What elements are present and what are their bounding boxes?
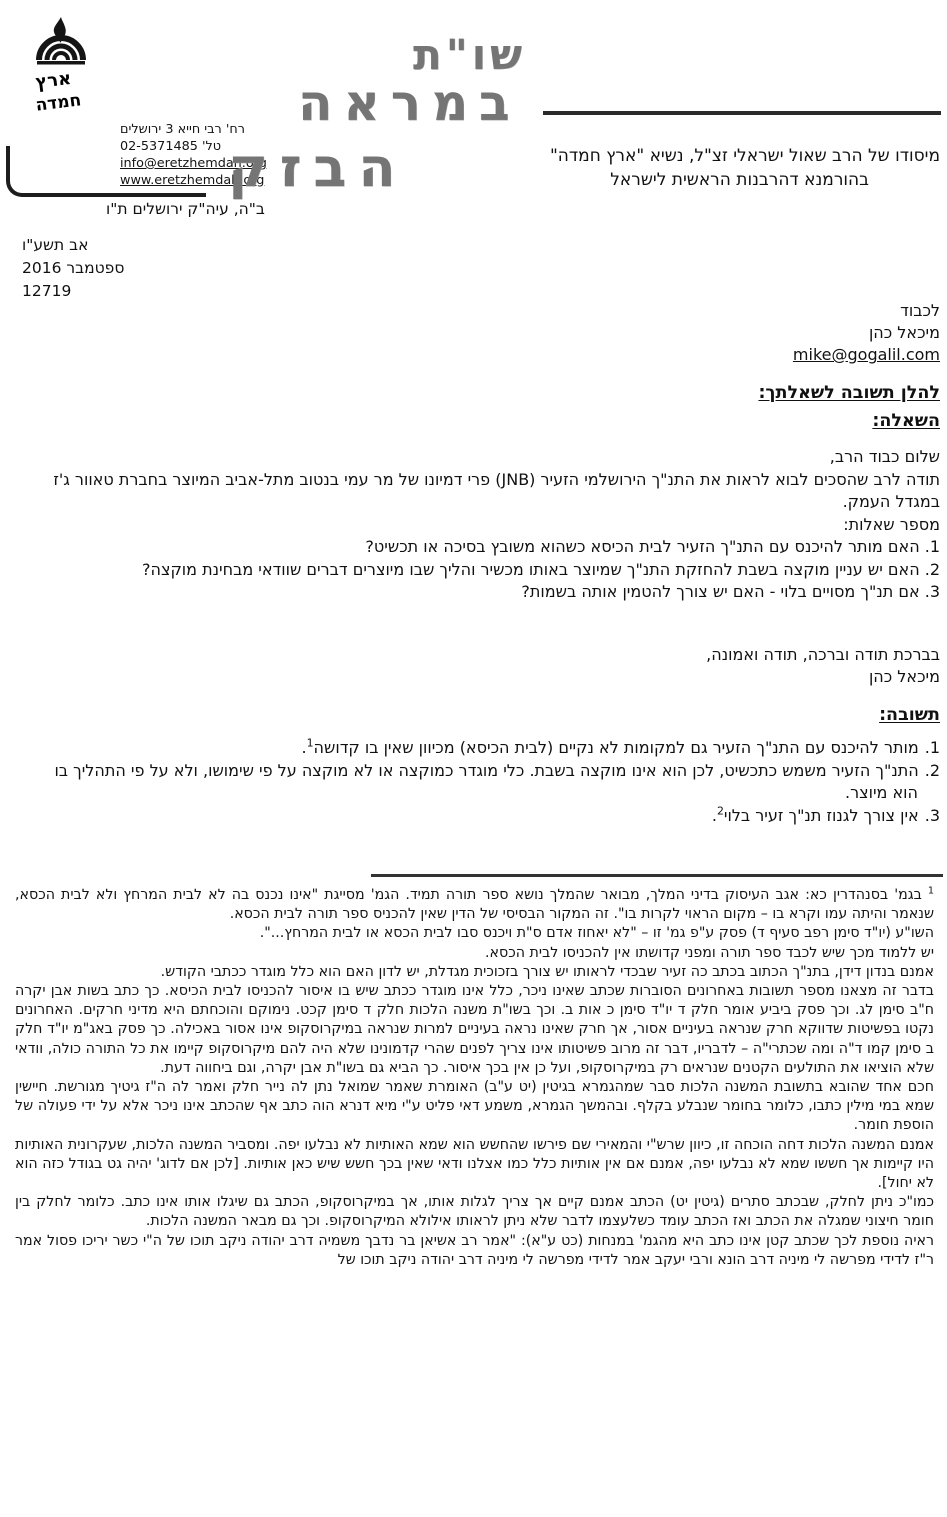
logo-word-eretz: ארץ: [34, 67, 73, 94]
addressee-name: מיכאל כהן: [868, 323, 940, 342]
masthead-title-habazak: הבזק: [228, 136, 408, 199]
question-heading: השאלה:: [872, 411, 940, 431]
question-list-intro: מספר שאלות:: [843, 514, 940, 534]
footnote-paragraph: אמנם בנדון דידן, בתנ"ך הכתוב בכתב כה זעיר שבכדי לראותו יש צורך בזכוכית מגדלת, יש לדון האם הוא כלל מוגדר ככתבי הקודש.: [160, 963, 934, 980]
question-closing-block: [706, 644, 940, 688]
reference-number: 12719: [22, 282, 72, 300]
question-item: 3. אם תנ"ך מסויים בלוי - האם יש צורך להטמין אותה בשמות?: [521, 582, 940, 601]
masthead-title-shut: שו"ת: [413, 30, 526, 79]
addressee-block: [793, 300, 940, 366]
footnotes-block: [15, 886, 934, 1270]
question-greeting: שלום כבוד הרב,: [829, 447, 940, 466]
addressee-to: לכבוד: [900, 301, 940, 320]
answer-item: [33, 760, 940, 805]
footnote-marker: 1: [927, 885, 934, 897]
question-signature: מיכאל כהן: [868, 667, 940, 686]
masthead-rule: [543, 111, 941, 115]
masthead-subtitle-line2: בהורמנא דהרבנות הראשית לישראל: [610, 170, 869, 190]
footnote-paragraph: אמנם המשנה הלכות דחה הוכחה זו, כיוון שרש"י והמאירי שם פירשו שהחשש הוא שמא האותיות לא נבלעו יפה. ומסביר המשנה הלכות, שעקרונית האותיות היו קיימות אך חששו שמא לא נבלעו יפה, אמנם אם אין אותיות כלל כמו אצלנו ודאי שאין בכך חשש שיש כאן אותיות. [לכן אם לדוג' יהיה גט בגודל כזה הוא לא יחול].: [15, 1136, 934, 1192]
date-block: [22, 234, 124, 303]
masthead-subtitle-line1: מיסודו של הרב שאול ישראלי זצ"ל, נשיא "ארץ חמדה": [549, 146, 940, 166]
bsd-line: ב"ה, עיה"ק ירושלים ת"ו: [106, 200, 265, 218]
contact-bracket-rule: [6, 146, 206, 197]
address-line: רח' רבי חייא 3 ירושלים: [120, 122, 245, 137]
footnote-paragraph: כמו"כ ניתן לחלק, שבכתב סתרים (גיטין יט) הכתב אמנם קיים אך צריך לגלות אותו, אך במיקרוסקופ, הכתב גם שיגלו אותו אינו כתב. כלומר לחלק בין חומר חיצוני שמגלה את הכתב ואז הכתב עומד כשלעצמו לדבר שלא ניתן לראותו אילולא המיקרוסקופ. וכך גם מבאר המשנה הלכות.: [15, 1194, 934, 1230]
question-item: 2. האם יש עניין מוקצה בשבת להחזקת התנ"ך שמיוצר באותו מכשיר והליך שבו מיוצרים דברים שוודאי מבחינת מוקצה?: [142, 559, 940, 579]
footnote-paragraph: ראיה נוספת לכך שכתב קטן אינו כתב היא מהגמ' במנחות (כט ע"א): "אמר רב אשיאן בר נדבך משמיה דרב יהודה ניקב תוכו של ה"י כשר יריכו פסול אמר ר"ז לדידי מפרשה לי מיניה דרב הונא ורבי יעקב אמר לדידי מפרשה לי מיניה דרב יהודה ניקב תוכו של: [15, 1232, 934, 1268]
footnote-paragraph: יש ללמוד מכך שיש לכבד ספר תורה ומפני קדושתו אין להכניסו לבית הכסא.: [485, 944, 934, 961]
website-link[interactable]: www.eretzhemdah.org: [120, 173, 265, 188]
addressee-email-link[interactable]: mike@gogalil.com: [792, 345, 940, 364]
eretz-hemdah-logo: [24, 16, 98, 116]
gregorian-date: ספטמבר 2016: [22, 259, 125, 277]
answer-item-number: 1.: [924, 738, 940, 757]
answer-item-text: אין צורך לגנוז תנ"ך זעיר בלוי: [723, 805, 919, 825]
question-item: 1. האם מותר להיכנס עם התנ"ך הזעיר לבית הכיסא כשהוא משובץ בסיכה או תכשיט?: [365, 537, 940, 556]
answer-item: [33, 737, 940, 760]
logo-word-hemdah: חמדה: [34, 90, 83, 116]
question-body: [33, 446, 940, 604]
footnote-paragraph: השו"ע (יו"ד סימן רפב סעיף ד) פסק ע"פ גמ' זו – "לא יאחוז אדם ס"ת ויכנס סבו לבית הכסא או לבית המרחץ...".: [259, 925, 934, 942]
answer-item-number: 3.: [924, 805, 940, 825]
footnote-paragraph: [15, 886, 934, 924]
hebrew-date: אב תשע"ו: [22, 236, 89, 254]
masthead-title-bemareh: במראה: [298, 74, 521, 132]
question-intro: תודה לרב שהסכים לבוא לראות את התנ"ך הירושלמי הזעיר (JNB) פרי דמיונו של מר עמי בנטוב מתל-אביב המיוצר בחברת טאוור ג'ז במגדל העמק.: [53, 469, 940, 511]
answer-item-number: 2.: [924, 760, 940, 780]
footnote-ref: 2: [716, 804, 724, 818]
footnote-paragraph: חכם אחד שהובא בתשובת המשנה הלכות סבר שמהגמרא בגיטין (יט ע"ב) האומרת שאמר שמואל נתן לה נייר חלק ואמר לה ה"ז גיטיך מגורשת. חיישין שמא במי מילין כתבו, כלומר בחומר שנבלע בקלף. ובהמשך הגמרא, משמע דאי פליט ע"י מיא דנרא הוה כתב אף שהכתב אינו ניכר אלא על ידי פעולה של הוספת חומר.: [15, 1079, 934, 1134]
answer-item-text: מותר להיכנס עם התנ"ך הזעיר גם למקומות לא נקיים (לבית הכיסא) מכיוון שאין בו קדושה: [313, 738, 919, 757]
answer-heading: תשובה:: [879, 705, 940, 725]
question-closing: בברכת תודה וברכה, תודה ואמונה,: [706, 645, 940, 664]
answer-item: [33, 805, 940, 828]
intro-heading: להלן תשובה לשאלתך:: [758, 383, 940, 403]
eretz-hemdah-logo-graphic: [24, 16, 98, 116]
email-link[interactable]: info@eretzhemdah.org: [120, 156, 267, 171]
phone-line: טל' 02-5371485: [120, 139, 222, 154]
answer-body: [33, 737, 940, 827]
answer-item-suffix: .: [711, 805, 717, 825]
footnote-text: בגמ' בסנהדרין כא: אגב העיסוק בדיני המלך, מבואר שהמלך נושא ספר תורה תמיד. הגמ' מסייגת "אינו נכנס בה לא לבית המרחץ ולא לבית הכסא, שנאמר והיתה עמו וקרא בו – מקום הראוי לקרות בו". זה המקור הבסיסי של הדין שאין להכניס ספר תורה לבית הכסא.: [15, 887, 934, 923]
answer-item-suffix: .: [301, 738, 307, 757]
answer-item-text: התנ"ך הזעיר משמש כתכשיט, לכן הוא אינו מוקצה בשבת. כלי מוגדר כמוקצה או לא מוקצה על פי שימושו, ולא על פי התהליך בו הוא מיוצר.: [54, 760, 919, 802]
footnote-paragraph: בדבר זה מצאנו מספר תשובות באחרונים הסוברות שכתב שאינו ניכר, כלל אינו מוגדר ככתב שיש בו איסור להכניסו לבית הכיסא. כך כתב בשות אבן יקרה ח"ב סימן לג. וכך פסק ביביע אומר חלק ד יו"ד סימן כ אות ב. וכך בשו"ת משנה הלכות חלק ד סימן קכט. נימוקם והוכחתם היא מדיני חרקים. האחרונים נקטו בפשיטות שדווקא חרק שנראה בעיניים אסור, אך חרק שאינו נראה בעיניים למרות שנראה במיקרוסקופ אינו אסור באכילה. כך פסק באג"מ יו"ד חלק ב סימן קמו ד"ה ומה שכתרי"ה – לדבריו, דבר זה מרוב פשיטותו אינו צריך לפנים שהרי קדמונינו שלא היה להם מיקרוסקופ קיימו את כל התורה כולה, וודאי שלא הוציאו את התולעים הקטנים שנראים רק במיקרוסקופ, ועל כן אין בכך איסור. כך הביא גם בשו"ת אבן יקרה, וגם ביחווה דעת.: [15, 983, 934, 1076]
footnote-separator: [371, 874, 943, 877]
footnote-ref: 1: [306, 736, 314, 750]
